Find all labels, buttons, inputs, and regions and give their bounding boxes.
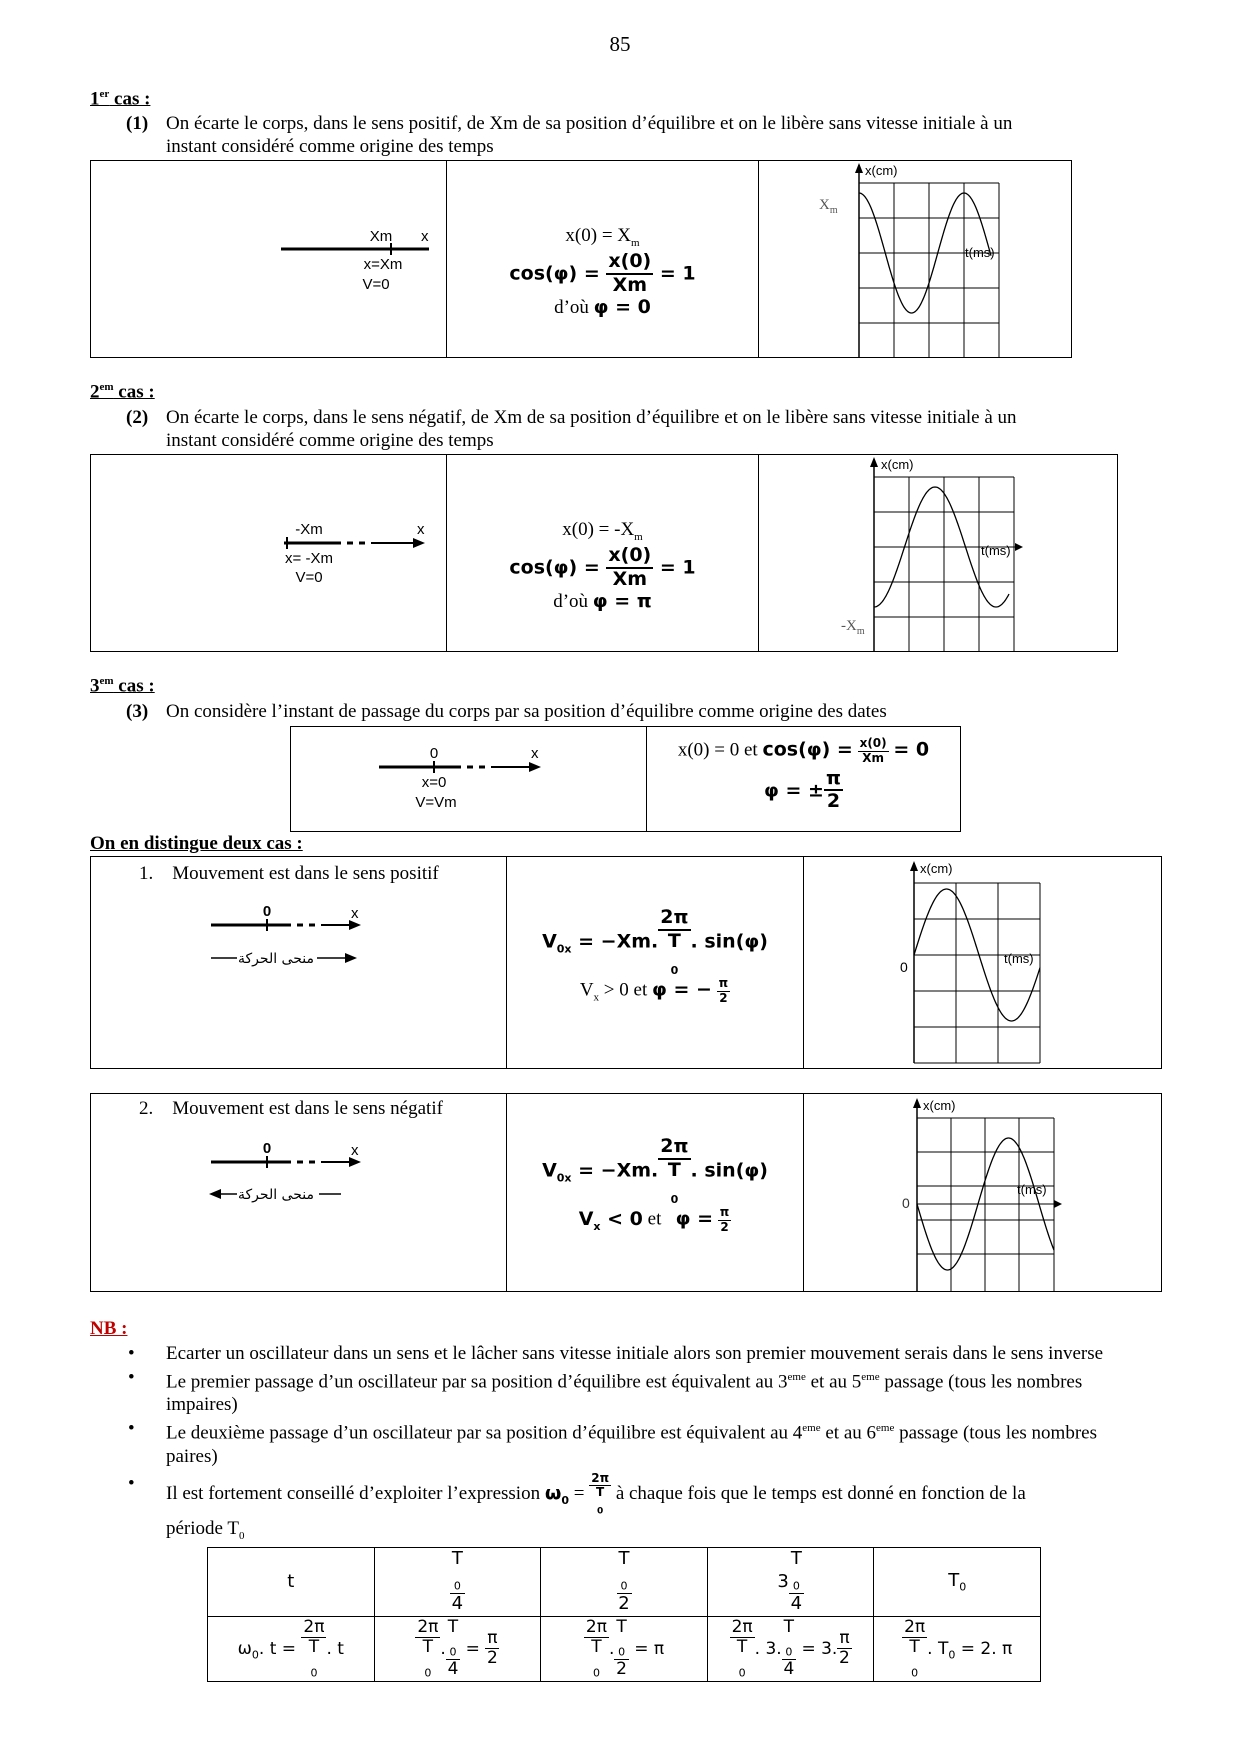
case1-description: (1) On écarte le corps, dans le sens positif, de Xm de sa position d’équilibre et on le libère sans vitesse initiale à un instant considéré comme origine des temps: [126, 113, 1013, 157]
nb-list: [90, 1342, 1150, 1549]
case2-description: (2) On écarte le corps, dans le sens négatif, de Xm de sa position d’équilibre et on le libère sans vitesse initiale à un instant considéré comme origine des temps: [126, 407, 1017, 451]
nb-bullet-2: • Le premier passage d’un oscillateur par sa position d’équilibre est équivalent au 3eme et au 5eme passage (tous les nombres impaires): [90, 1366, 1150, 1416]
case3-x-label: x: [531, 745, 539, 762]
case3-title: $3^{em}$ cas :: [90, 675, 155, 697]
subcase1-graph-y-label: x(cm): [920, 861, 953, 876]
subcase2-label: 2. Mouvement est dans le sens négatif: [139, 1098, 443, 1119]
case1-pos-label: x=Xm: [363, 256, 403, 273]
tt-row2-c3: 2π T $_0$ . 3. T $_0$ 4 = 3. $\frac{\pi}{2}$: [707, 1616, 874, 1681]
case2-table: [90, 454, 1118, 652]
subcase2-graph: [804, 1094, 1161, 1291]
case1-graph-y-label: x(cm): [865, 163, 898, 178]
case2-xm-label: -Xm: [295, 521, 323, 538]
tt-row2-c4: 2π T $_0$ . $T_0 = 2$. π: [874, 1616, 1041, 1681]
time-conversion-table: [207, 1547, 1041, 1682]
subcase2-graph-y-label: x(cm): [923, 1098, 956, 1113]
subcase2-graph-zero: 0: [902, 1195, 910, 1211]
tt-head-c2: T $_0$ 2: [541, 1548, 708, 1617]
case1-v-label: V=0: [362, 276, 390, 293]
subcase1-graph-x-label: t(ms): [1004, 951, 1034, 966]
subcase1-label: 1. Mouvement est dans le sens positif: [139, 863, 439, 884]
tt-row2-c2: 2π T $_0$ . T $_0$ 2 = π: [541, 1616, 708, 1681]
tt-head-c3: 3 T $_0$ 4: [707, 1548, 874, 1617]
subcase2-arabic-label: منحى الحركة: [238, 1187, 314, 1203]
subcase2-zero-label: 0: [262, 1140, 272, 1157]
case3-table: [290, 726, 961, 832]
case1-equations: $x(0) = X_m$ cos(φ) = $\frac{x(0)}{Xm}$ = 1 d’où φ = 0: [509, 225, 696, 319]
case3-pos-label: x=0: [421, 774, 447, 791]
case2-graph: [759, 455, 1117, 651]
case3-axis-diagram: [351, 739, 611, 819]
nb-bullet-4: • Il est fortement conseillé d’exploiter l’expression $\omega_0$ = 2π T $_0$ à chaque fois que le temps est donné en fonction de la période $T_0$: [90, 1472, 1150, 1548]
case1-title: 1er cas :: [90, 88, 151, 110]
subcase2-table: [90, 1093, 1162, 1292]
case3-equations: x(0) = 0 et cos(φ) = $\frac{x(0)}{Xm}$ = 0 φ = ± $\frac{\pi}{2}$: [677, 736, 930, 813]
case3-description: (3) On considère l’instant de passage du corps par sa position d’équilibre comme origine des dates: [126, 701, 887, 722]
case2-graph-y-label: x(cm): [881, 457, 914, 472]
case1-table: [90, 160, 1072, 358]
nb-title: NB :: [90, 1318, 128, 1339]
case2-graph-x-label: t(ms): [981, 543, 1011, 558]
subcase1-graph-zero: 0: [900, 959, 908, 975]
subcase1-zero-label: 0: [262, 903, 272, 920]
case2-graph-xm: $-X_m$: [841, 618, 865, 637]
case1-graph-x-label: t(ms): [965, 245, 995, 260]
tt-row2-c1: 2π T $_0$ . T $_0$ 4 = $\frac{\pi}{2}$: [374, 1616, 541, 1681]
case3-zero-label: 0: [429, 745, 439, 762]
case2-equations: $x(0) = -X_m$ cos(φ) = $\frac{x(0)}{Xm}$ = 1 d’où φ = π: [509, 519, 696, 613]
subcase2-x-label: x: [351, 1142, 359, 1159]
subcase1-x-label: x: [351, 905, 359, 922]
subcase1-arabic-label: منحى الحركة: [238, 951, 314, 967]
case1-axis-diagram: [191, 221, 441, 301]
subcase2-axis-diagram: [191, 1138, 471, 1218]
subcase1-table: [90, 856, 1162, 1069]
page-number: 85: [609, 32, 631, 56]
case1-graph: [759, 161, 1071, 357]
subcase2-graph-x-label: t(ms): [1017, 1182, 1047, 1197]
case3-v-label: V=Vm: [415, 794, 457, 811]
tt-head-c4: $T_0$: [874, 1548, 1041, 1617]
subcase2-equations: $V_{0x} = -Xm$. 2π T $_0$ . sin(φ) $V_x < 0$ et φ = $\frac{\pi}{2}$: [542, 1135, 768, 1234]
case2-axis-diagram: [181, 515, 441, 595]
case2-x-label: x: [417, 521, 425, 538]
subcase1-equations: $V_{0x} = -Xm$. 2π T $_0$ . sin(φ) $V_x > 0$ et φ = − $\frac{\pi}{2}$: [542, 906, 768, 1005]
nb-bullet-1: • Ecarter un oscillateur dans un sens et le lâcher sans vitesse initiale alors son premier mouvement serais dans le sens inverse: [90, 1342, 1150, 1365]
tt-head-t: t: [208, 1548, 375, 1617]
subcase1-axis-diagram: [191, 901, 471, 981]
case2-v-label: V=0: [295, 569, 323, 586]
case2-pos-label: x= -Xm: [285, 550, 333, 567]
subcase1-graph: [804, 857, 1161, 1068]
case2-title: $2^{em}$ cas :: [90, 381, 155, 403]
case1-xm-label: Xm: [369, 228, 393, 245]
case1-x-label: x: [421, 228, 429, 245]
nb-bullet-3: • Le deuxième passage d’un oscillateur par sa position d’équilibre est équivalent au 4eme et au 6eme passage (tous les nombres paires): [90, 1417, 1150, 1467]
tt-head-c1: T $_0$ 4: [374, 1548, 541, 1617]
case1-graph-xm: $X_m$: [819, 197, 838, 216]
tt-row2-head: $\omega_0$. t = 2π T $_0$ . t: [208, 1616, 375, 1681]
distinguish-heading: On en distingue deux cas :: [90, 833, 303, 854]
